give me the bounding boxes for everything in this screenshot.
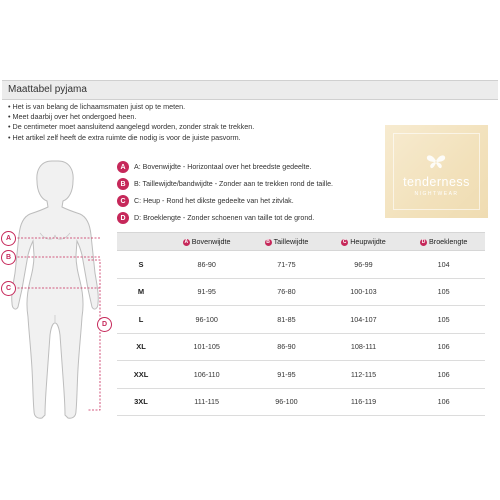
heupwijdte-cell: 116-119: [325, 388, 403, 416]
bovenwijdte-cell: 111-115: [165, 388, 248, 416]
bovenwijdte-cell: 106-110: [165, 361, 248, 389]
heupwijdte-cell: 100-103: [325, 278, 403, 306]
bovenwijdte-cell: 86-90: [165, 251, 248, 279]
header-label: Bovenwijdte: [191, 237, 231, 246]
table-row: [117, 306, 485, 334]
marker-d: [97, 317, 112, 332]
broeklengte-cell: 104: [402, 251, 485, 279]
bovenwijdte-cell: 91-95: [165, 278, 248, 306]
bovenwijdte-cell: 96-100: [165, 306, 248, 334]
marker-b-label: B: [5, 254, 12, 261]
legend-item: [117, 194, 294, 208]
size-cell: M: [117, 278, 165, 306]
broeklengte-cell: 106: [402, 333, 485, 361]
header-c: [325, 233, 403, 251]
header-label: Taillewijdte: [273, 237, 309, 246]
taillewijdte-cell: 91-95: [248, 361, 324, 389]
header-b: [248, 233, 324, 251]
legend-badge: B: [117, 178, 129, 190]
brand-name: tenderness: [403, 175, 470, 189]
header-a: [165, 233, 248, 251]
header-badge: D: [421, 239, 426, 246]
header-label: Heupwijdte: [350, 237, 386, 246]
legend-text: D: Broeklengte - Zonder schoenen van taille tot de grond.: [134, 214, 315, 222]
header-badge: B: [266, 239, 270, 246]
taillewijdte-cell: 76-80: [248, 278, 324, 306]
heupwijdte-cell: 96-99: [325, 251, 403, 279]
table-row: [117, 361, 485, 389]
brand-tagline: NIGHTWEAR: [414, 191, 459, 197]
size-cell: S: [117, 251, 165, 279]
legend-text: B: Taillewijdte/bandwijdte - Zonder aan te trekken rond de taille.: [134, 180, 334, 188]
legend-item: [117, 211, 314, 225]
marker-a: [1, 231, 16, 246]
legend-badge: A: [117, 161, 129, 173]
instruction-item: • Het is van belang de lichaamsmaten juist op te meten.: [8, 102, 358, 112]
table-row: [117, 278, 485, 306]
size-header: [117, 233, 165, 251]
size-cell: XXL: [117, 361, 165, 389]
broeklengte-cell: 105: [402, 278, 485, 306]
table-row: [117, 251, 485, 279]
taillewijdte-cell: 86-90: [248, 333, 324, 361]
size-cell: L: [117, 306, 165, 334]
body-figure: [0, 155, 112, 425]
size-table: [117, 232, 485, 416]
marker-c-label: C: [5, 285, 12, 292]
marker-c: [1, 281, 16, 296]
taillewijdte-cell: 71-75: [248, 251, 324, 279]
size-cell: 3XL: [117, 388, 165, 416]
butterfly-icon: [426, 153, 446, 169]
table-row: [117, 388, 485, 416]
table-header-row: [117, 233, 485, 251]
title-bar: [2, 80, 498, 100]
legend-item: [117, 160, 311, 174]
instruction-item: • Het artikel zelf heeft de extra ruimte die nodig is voor de juiste pasvorm.: [8, 133, 358, 143]
brand-frame: [393, 133, 480, 210]
legend-badge: C: [117, 195, 129, 207]
header-badge: C: [342, 239, 347, 246]
brand-logo: [385, 125, 488, 218]
legend-badge: D: [117, 212, 129, 224]
broeklengte-cell: 106: [402, 361, 485, 389]
heupwijdte-cell: 108-111: [325, 333, 403, 361]
header-badge: A: [184, 239, 189, 246]
broeklengte-cell: 106: [402, 388, 485, 416]
legend-text: C: Heup - Rond het dikste gedeelte van het zitvlak.: [134, 197, 294, 205]
bovenwijdte-cell: 101-105: [165, 333, 248, 361]
marker-d-label: D: [101, 321, 108, 328]
header-label: Broeklengte: [429, 237, 468, 246]
header-d: [402, 233, 485, 251]
heupwijdte-cell: 104-107: [325, 306, 403, 334]
taillewijdte-cell: 96-100: [248, 388, 324, 416]
legend-text: A: Bovenwijdte - Horizontaal over het breedste gedeelte.: [134, 163, 312, 171]
instruction-item: • De centimeter moet aansluitend aangelegd worden, zonder strak te trekken.: [8, 122, 358, 132]
heupwijdte-cell: 112-115: [325, 361, 403, 389]
page-title: Maattabel pyjama: [8, 84, 87, 95]
instructions-list: [8, 102, 358, 143]
size-cell: XL: [117, 333, 165, 361]
table-row: [117, 333, 485, 361]
broeklengte-cell: 105: [402, 306, 485, 334]
marker-a-label: A: [5, 235, 12, 242]
legend-item: [117, 177, 333, 191]
instruction-item: • Meet daarbij over het ondergoed heen.: [8, 112, 358, 122]
taillewijdte-cell: 81-85: [248, 306, 324, 334]
marker-b: [1, 250, 16, 265]
